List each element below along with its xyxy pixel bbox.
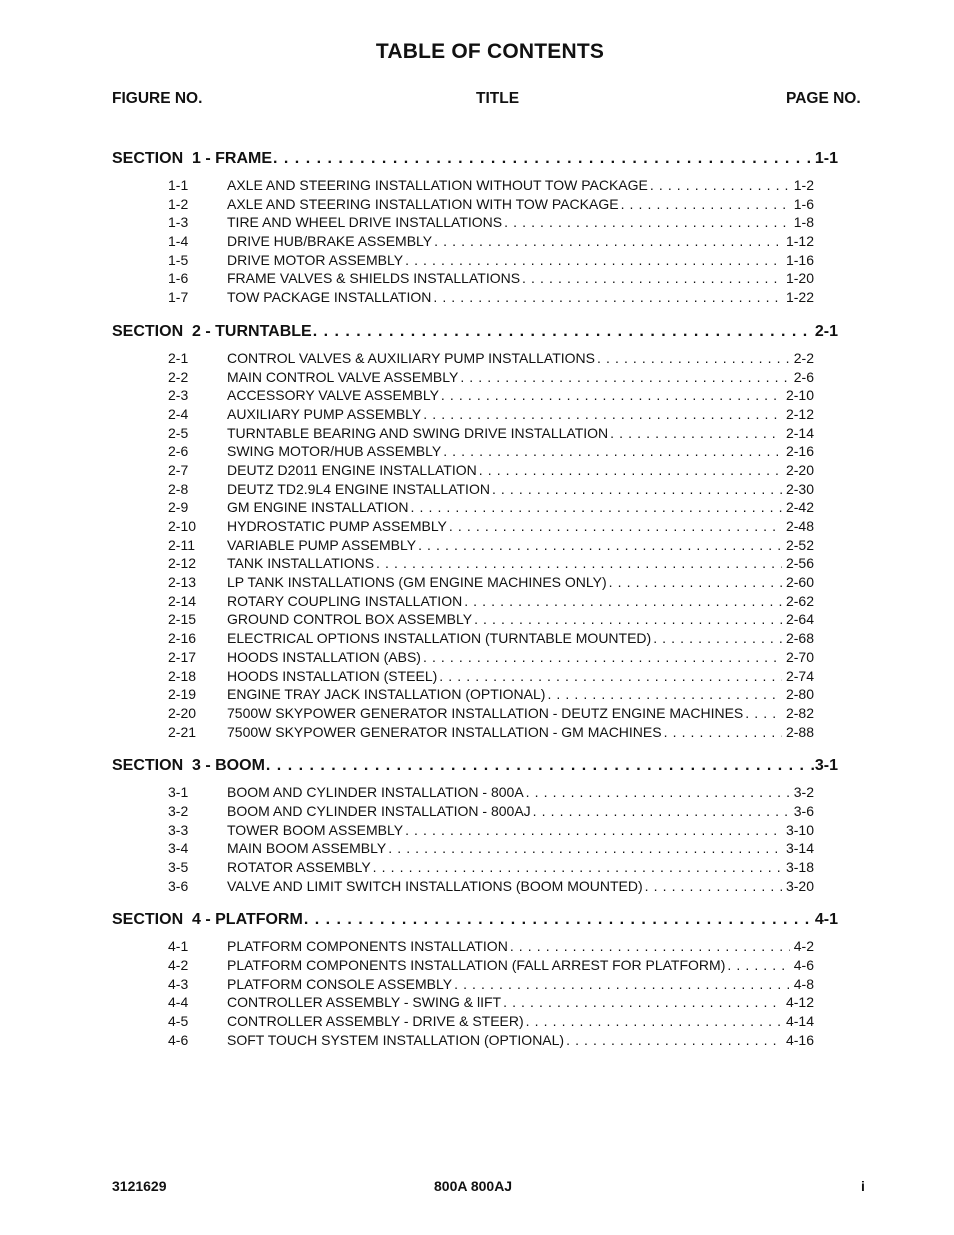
figure-title: TURNTABLE BEARING AND SWING DRIVE INSTALLATION — [227, 424, 609, 441]
toc-entry[interactable] — [112, 630, 872, 649]
figure-number: 2-7 — [168, 461, 189, 478]
figure-number: 3-2 — [168, 802, 189, 819]
figure-page: 3-10 — [785, 821, 814, 838]
figure-page: 2-74 — [785, 667, 814, 684]
dot-leader — [645, 878, 782, 894]
figure-title: DEUTZ TD2.9L4 ENGINE INSTALLATION — [227, 480, 490, 497]
section-page: 2-1 — [814, 322, 838, 340]
toc-entry[interactable] — [112, 289, 872, 308]
toc-entry[interactable] — [112, 724, 872, 743]
figure-title: PLATFORM COMPONENTS INSTALLATION — [227, 938, 508, 955]
toc-entry[interactable] — [112, 252, 872, 271]
figure-page: 4-2 — [793, 938, 814, 955]
figure-title: 7500W SKYPOWER GENERATOR INSTALLATION - GM MACHINES — [227, 723, 662, 740]
figure-number: 4-4 — [168, 994, 189, 1011]
footer-page-number: i — [861, 1178, 865, 1194]
figure-page: 1-16 — [785, 251, 814, 268]
toc-entry[interactable] — [112, 784, 872, 803]
section-label: SECTION 1 - FRAME — [112, 150, 273, 167]
figure-title: TOWER BOOM ASSEMBLY — [227, 821, 404, 838]
figure-page: 2-14 — [785, 424, 814, 441]
dot-leader — [503, 994, 782, 1010]
toc-entry[interactable] — [112, 994, 872, 1013]
figure-title: PLATFORM COMPONENTS INSTALLATION (FALL ARREST FOR PLATFORM) — [227, 957, 726, 974]
dot-leader — [492, 481, 782, 497]
section-label: SECTION 3 - BOOM — [112, 757, 265, 775]
table-of-contents — [112, 150, 872, 1066]
figure-title: ROTARY COUPLING INSTALLATION — [227, 592, 463, 609]
dot-leader — [504, 214, 790, 230]
toc-entry[interactable] — [112, 1013, 872, 1032]
dot-leader — [373, 859, 782, 875]
figure-title: CONTROLLER ASSEMBLY - DRIVE & STEER) — [227, 1013, 524, 1030]
figure-number: 2-14 — [168, 592, 197, 609]
figure-page: 4-8 — [793, 975, 814, 992]
dot-leader — [418, 537, 782, 553]
figure-title: 7500W SKYPOWER GENERATOR INSTALLATION - DEUTZ ENGINE MACHINES — [227, 704, 744, 721]
dot-leader — [266, 757, 814, 775]
dot-leader — [650, 177, 790, 193]
figure-number: 2-15 — [168, 611, 197, 628]
dot-leader — [460, 369, 789, 385]
figure-title: GROUND CONTROL BOX ASSEMBLY — [227, 611, 473, 628]
figure-number: 2-20 — [168, 704, 197, 721]
figure-page: 2-52 — [785, 536, 814, 553]
dot-leader — [510, 938, 790, 954]
figure-page: 1-8 — [793, 214, 814, 231]
toc-entry[interactable] — [112, 350, 872, 369]
figure-number: 4-3 — [168, 975, 189, 992]
toc-entry[interactable] — [112, 233, 872, 252]
dot-leader — [411, 499, 782, 515]
dot-leader — [449, 518, 782, 534]
figure-title: DRIVE MOTOR ASSEMBLY — [227, 251, 404, 268]
section-heading[interactable] — [112, 757, 838, 781]
section-page: 1-1 — [814, 150, 838, 167]
toc-entry[interactable] — [112, 859, 872, 878]
dot-leader — [522, 270, 782, 286]
dot-leader — [376, 555, 782, 571]
figure-page: 2-20 — [785, 461, 814, 478]
dot-leader — [727, 957, 789, 973]
section-label: SECTION 4 - PLATFORM — [112, 911, 303, 929]
section-heading[interactable] — [112, 323, 838, 347]
figure-number: 2-3 — [168, 387, 189, 404]
figure-title: HOODS INSTALLATION (ABS) — [227, 648, 421, 665]
dot-leader — [273, 150, 814, 168]
figure-number: 2-1 — [168, 349, 189, 366]
figure-number: 1-3 — [168, 214, 189, 231]
figure-title: AXLE AND STEERING INSTALLATION WITHOUT TOW PACKAGE — [227, 177, 648, 193]
dot-leader — [388, 840, 782, 856]
toc-section — [112, 911, 872, 1050]
figure-page: 3-2 — [793, 784, 814, 801]
figure-page: 1-2 — [793, 177, 814, 193]
toc-entry[interactable] — [112, 686, 872, 705]
figure-number: 2-16 — [168, 630, 197, 647]
figure-number: 1-2 — [168, 195, 189, 212]
toc-entry[interactable] — [112, 668, 872, 687]
figure-title: HYDROSTATIC PUMP ASSEMBLY — [227, 518, 447, 534]
toc-entry[interactable] — [112, 574, 872, 593]
dot-leader — [434, 233, 782, 249]
figure-title: ACCESSORY VALVE ASSEMBLY — [227, 387, 439, 404]
dot-leader — [464, 593, 782, 609]
toc-entry[interactable] — [112, 196, 872, 215]
figure-page: 2-10 — [785, 387, 814, 404]
figure-number: 3-6 — [168, 877, 189, 894]
figure-page: 1-12 — [785, 233, 814, 250]
figure-page: 3-18 — [785, 859, 814, 875]
toc-entry[interactable] — [112, 705, 872, 724]
toc-entry[interactable] — [112, 214, 872, 233]
figure-number: 4-6 — [168, 1031, 189, 1048]
section-page: 3-1 — [814, 757, 838, 775]
figure-title: MAIN CONTROL VALVE ASSEMBLY — [227, 368, 459, 385]
dot-leader — [423, 649, 782, 665]
dot-leader — [526, 784, 790, 800]
toc-entry[interactable] — [112, 518, 872, 537]
toc-entry[interactable] — [112, 387, 872, 406]
figure-title: PLATFORM CONSOLE ASSEMBLY — [227, 975, 453, 992]
figure-page: 4-6 — [793, 957, 814, 974]
section-heading[interactable] — [112, 911, 838, 935]
figure-title: AXLE AND STEERING INSTALLATION WITH TOW PACKAGE — [227, 195, 619, 212]
figure-number: 2-6 — [168, 443, 189, 460]
figure-number: 1-5 — [168, 251, 189, 268]
dot-leader — [405, 252, 782, 268]
toc-entry[interactable] — [112, 443, 872, 462]
figure-page: 1-6 — [793, 195, 814, 212]
dot-leader — [610, 425, 782, 441]
dot-leader — [439, 668, 782, 684]
figure-title: VARIABLE PUMP ASSEMBLY — [227, 536, 417, 553]
figure-number: 2-21 — [168, 723, 197, 740]
figure-number: 2-2 — [168, 368, 189, 385]
figure-page: 2-56 — [785, 555, 814, 572]
figure-title: CONTROLLER ASSEMBLY - SWING & lIFT — [227, 994, 502, 1011]
dot-leader — [566, 1032, 782, 1048]
figure-title: ROTATOR ASSEMBLY — [227, 859, 371, 875]
figure-title: LP TANK INSTALLATIONS (GM ENGINE MACHINES ONLY) — [227, 574, 607, 591]
dot-leader — [313, 323, 814, 341]
column-header-figure: FIGURE NO. — [112, 90, 203, 107]
toc-entry[interactable] — [112, 1032, 872, 1051]
toc-entry[interactable] — [112, 593, 872, 612]
figure-title: DEUTZ D2011 ENGINE INSTALLATION — [227, 461, 477, 478]
dot-leader — [597, 350, 790, 366]
figure-number: 1-7 — [168, 289, 189, 306]
figure-number: 2-18 — [168, 667, 197, 684]
page-title: TABLE OF CONTENTS — [375, 40, 605, 63]
figure-number: 2-13 — [168, 574, 197, 591]
toc-entry[interactable] — [112, 481, 872, 500]
dot-leader — [474, 611, 782, 627]
dot-leader — [433, 289, 782, 305]
figure-title: TOW PACKAGE INSTALLATION — [227, 289, 432, 306]
figure-title: DRIVE HUB/BRAKE ASSEMBLY — [227, 233, 433, 250]
figure-page: 4-16 — [785, 1031, 814, 1048]
figure-page: 2-70 — [785, 648, 814, 665]
figure-number: 2-12 — [168, 555, 197, 572]
figure-page: 2-68 — [785, 630, 814, 647]
figure-number: 3-4 — [168, 840, 189, 857]
figure-title: CONTROL VALVES & AUXILIARY PUMP INSTALLATIONS — [227, 349, 596, 366]
dot-leader — [745, 705, 782, 721]
figure-page: 2-64 — [785, 611, 814, 628]
toc-entry[interactable] — [112, 177, 872, 196]
figure-page: 1-22 — [785, 289, 814, 306]
figure-page: 4-12 — [785, 994, 814, 1011]
figure-number: 3-5 — [168, 859, 189, 875]
figure-title: AUXILIARY PUMP ASSEMBLY — [227, 405, 422, 422]
figure-page: 3-14 — [785, 840, 814, 857]
toc-section — [112, 757, 872, 896]
figure-page: 2-82 — [785, 704, 814, 721]
figure-number: 2-4 — [168, 405, 189, 422]
figure-title: ELECTRICAL OPTIONS INSTALLATION (TURNTABLE MOUNTED) — [227, 630, 652, 647]
figure-number: 1-6 — [168, 270, 189, 287]
toc-entry[interactable] — [112, 803, 872, 822]
column-header-title: TITLE — [476, 90, 520, 107]
figure-title: FRAME VALVES & SHIELDS INSTALLATIONS — [227, 270, 521, 287]
figure-title: SWING MOTOR/HUB ASSEMBLY — [227, 443, 442, 460]
figure-number: 1-4 — [168, 233, 189, 250]
figure-number: 2-5 — [168, 424, 189, 441]
figure-number: 4-1 — [168, 938, 189, 955]
toc-entry[interactable] — [112, 270, 872, 289]
toc-entry[interactable] — [112, 425, 872, 444]
toc-entry[interactable] — [112, 938, 872, 957]
figure-title: SOFT TOUCH SYSTEM INSTALLATION (OPTIONAL) — [227, 1031, 565, 1048]
figure-number: 2-9 — [168, 499, 189, 516]
figure-page: 2-48 — [785, 518, 814, 534]
figure-title: MAIN BOOM ASSEMBLY — [227, 840, 387, 857]
dot-leader — [443, 443, 782, 459]
dot-leader — [405, 822, 782, 838]
section-label: SECTION 2 - TURNTABLE — [112, 322, 312, 340]
dot-leader — [547, 686, 782, 702]
figure-number: 2-19 — [168, 686, 197, 703]
section-page: 4-1 — [814, 911, 838, 929]
dot-leader — [533, 803, 790, 819]
figure-title: BOOM AND CYLINDER INSTALLATION - 800A — [227, 784, 524, 801]
toc-entry[interactable] — [112, 499, 872, 518]
figure-number: 4-2 — [168, 957, 189, 974]
dot-leader — [609, 574, 782, 590]
figure-page: 2-2 — [793, 349, 814, 366]
dot-leader — [454, 976, 790, 992]
toc-entry[interactable] — [112, 649, 872, 668]
section-heading[interactable] — [112, 150, 838, 174]
figure-page: 2-30 — [785, 480, 814, 497]
figure-title: ENGINE TRAY JACK INSTALLATION (OPTIONAL) — [227, 686, 546, 703]
dot-leader — [479, 462, 782, 478]
column-header-page: PAGE NO. — [786, 90, 861, 107]
figure-page: 2-12 — [785, 405, 814, 422]
figure-number: 2-11 — [168, 536, 195, 553]
dot-leader — [621, 196, 790, 212]
figure-number: 2-17 — [168, 648, 197, 665]
figure-page: 2-80 — [785, 686, 814, 703]
dot-leader — [526, 1013, 782, 1029]
figure-page: 3-20 — [785, 877, 814, 894]
figure-title: BOOM AND CYLINDER INSTALLATION - 800AJ — [227, 802, 531, 819]
figure-number: 3-1 — [168, 784, 189, 801]
toc-entry[interactable] — [112, 976, 872, 995]
toc-entry[interactable] — [112, 840, 872, 859]
toc-entry[interactable] — [112, 822, 872, 841]
toc-section — [112, 323, 872, 742]
toc-entry[interactable] — [112, 369, 872, 388]
figure-page: 2-16 — [785, 443, 814, 460]
dot-leader — [423, 406, 782, 422]
toc-entry[interactable] — [112, 611, 872, 630]
toc-entry[interactable] — [112, 406, 872, 425]
toc-entry[interactable] — [112, 957, 872, 976]
dot-leader — [441, 387, 782, 403]
figure-title: VALVE AND LIMIT SWITCH INSTALLATIONS (BOOM MOUNTED) — [227, 877, 643, 894]
figure-page: 1-20 — [785, 270, 814, 287]
figure-title: TIRE AND WHEEL DRIVE INSTALLATIONS — [227, 214, 503, 231]
figure-title: HOODS INSTALLATION (STEEL) — [227, 667, 438, 684]
toc-entry[interactable] — [112, 462, 872, 481]
toc-entry[interactable] — [112, 878, 872, 897]
figure-title: TANK INSTALLATIONS — [227, 555, 375, 572]
figure-number: 4-5 — [168, 1013, 189, 1030]
toc-entry[interactable] — [112, 537, 872, 556]
figure-number: 1-1 — [168, 177, 189, 193]
figure-page: 3-6 — [793, 802, 814, 819]
figure-number: 2-10 — [168, 518, 197, 534]
figure-title: GM ENGINE INSTALLATION — [227, 499, 409, 516]
figure-page: 2-62 — [785, 592, 814, 609]
figure-page: 2-88 — [785, 723, 814, 740]
figure-page: 2-42 — [785, 499, 814, 516]
figure-number: 2-8 — [168, 480, 189, 497]
figure-number: 3-3 — [168, 821, 189, 838]
toc-entry[interactable] — [112, 555, 872, 574]
footer-doc-number: 3121629 — [112, 1178, 167, 1194]
dot-leader — [664, 724, 782, 740]
figure-page: 2-60 — [785, 574, 814, 591]
toc-section — [112, 150, 872, 308]
footer-model: 800A 800AJ — [434, 1178, 513, 1194]
dot-leader — [304, 911, 814, 929]
dot-leader — [653, 630, 782, 646]
figure-page: 2-6 — [793, 368, 814, 385]
figure-page: 4-14 — [785, 1013, 814, 1030]
